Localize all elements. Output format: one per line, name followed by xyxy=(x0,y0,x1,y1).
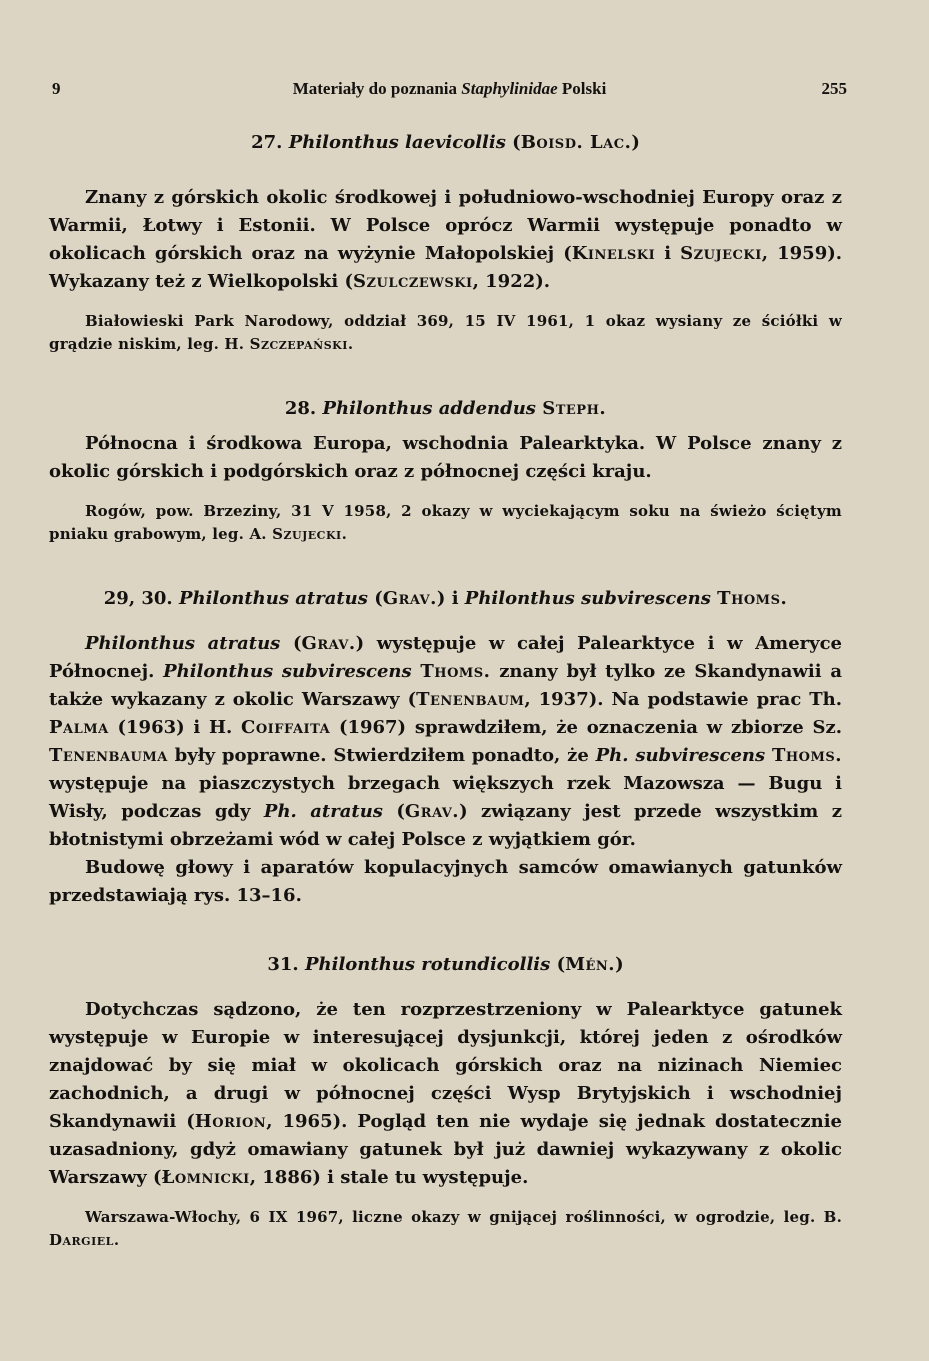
paragraph-distribution-27: Znany z górskich okolic środkowej i południowo-wschodniej Europy oraz z Warmii, Łotwy i Estonii. W Polsce oprócz Warmii występuje ponadto w okolicach górskich oraz na wyżynie Małopolskiej (Kinelski i Szujecki, 1959). Wykazany też z Wielkopolski (Szulczewski, 1922). xyxy=(49,187,843,292)
page-number: 255 xyxy=(821,79,847,98)
locality-record-28: Rogów, pow. Brzeziny, 31 V 1958, 2 okazy w wyciekającym soku na świeżo ściętym pniaku grabowym, leg. A. Szujecki. xyxy=(49,502,842,543)
issue-number: 9 xyxy=(52,79,61,98)
main-text-column xyxy=(49,128,842,1252)
paragraph-distribution-31: Dotychczas sądzono, że ten rozprzestrzeniony w Palearktyce gatunek występuje w Europie w interesującej dysjunkcji, której jeden z ośrodków znajdować by się miał w okolicach górskich oraz na nizinach Niemiec zachodnich, a drugi w północnej części Wysp Brytyjskich i wschodniej Skandynawii (Horion, 1965). Pogląd ten nie wydaje się jednak dostatecznie uzasadniony, gdyż omawiany gatunek był już dawniej wykazywany z okolic Warszawy (Łomnicki, 1886) i stale tu występuje. xyxy=(49,999,842,1188)
species-heading-31: 31. Philonthus rotundicollis (Mén.) xyxy=(267,954,624,975)
paragraph-figures-reference: Budowę głowy i aparatów kopulacyjnych samców omawianych gatunków przedstawiają rys. 13–16. xyxy=(49,857,842,906)
species-heading-28: 28. Philonthus addendus Steph. xyxy=(284,398,607,419)
paragraph-discussion-29-30: Philonthus atratus (Grav.) występuje w całej Palearktyce i w Ameryce Północnej. Philonthus subvirescens Thoms. znany był tylko ze Skandynawii a także wykazany z okolic Warszawy (Tenenbaum, 1937). Na podstawie prac Th. Palma (1963) i H. Coiffaita (1967) sprawdziłem, że oznaczenia w zbiorze Sz. Tenenbauma były poprawne. Stwierdziłem ponadto, że Ph. subvirescens Thoms. występuje na piaszczystych brzegach większych rzek Mazowsza — Bugu i Wisły, podczas gdy Ph. atratus (Grav.) związany jest przede wszystkim z błotnistymi obrzeżami wód w całej Polsce z wyjątkiem gór. xyxy=(49,633,842,850)
running-title: Materiały do poznania Staphylinidae Polski xyxy=(292,79,607,98)
paragraph-distribution-28: Północna i środkowa Europa, wschodnia Palearktyka. W Polsce znany z okolic górskich i podgórskich oraz z północnej części kraju. xyxy=(49,433,842,482)
locality-record-27: Białowieski Park Narodowy, oddział 369, 15 IV 1961, 1 okaz wysiany ze ściółki w grądzie niskim, leg. H. Szczepański. xyxy=(49,312,842,353)
species-heading-27: 27. Philonthus laevicollis (Boisd. Lac.) xyxy=(251,132,640,153)
locality-record-31: Warszawa-Włochy, 6 IX 1967, liczne okazy w gnijącej roślinności, w ogrodzie, leg. B. Dargiel. xyxy=(49,1208,842,1249)
running-header xyxy=(52,79,847,109)
species-heading-29-30: 29, 30. Philonthus atratus (Grav.) i Philonthus subvirescens Thoms. xyxy=(103,588,788,609)
